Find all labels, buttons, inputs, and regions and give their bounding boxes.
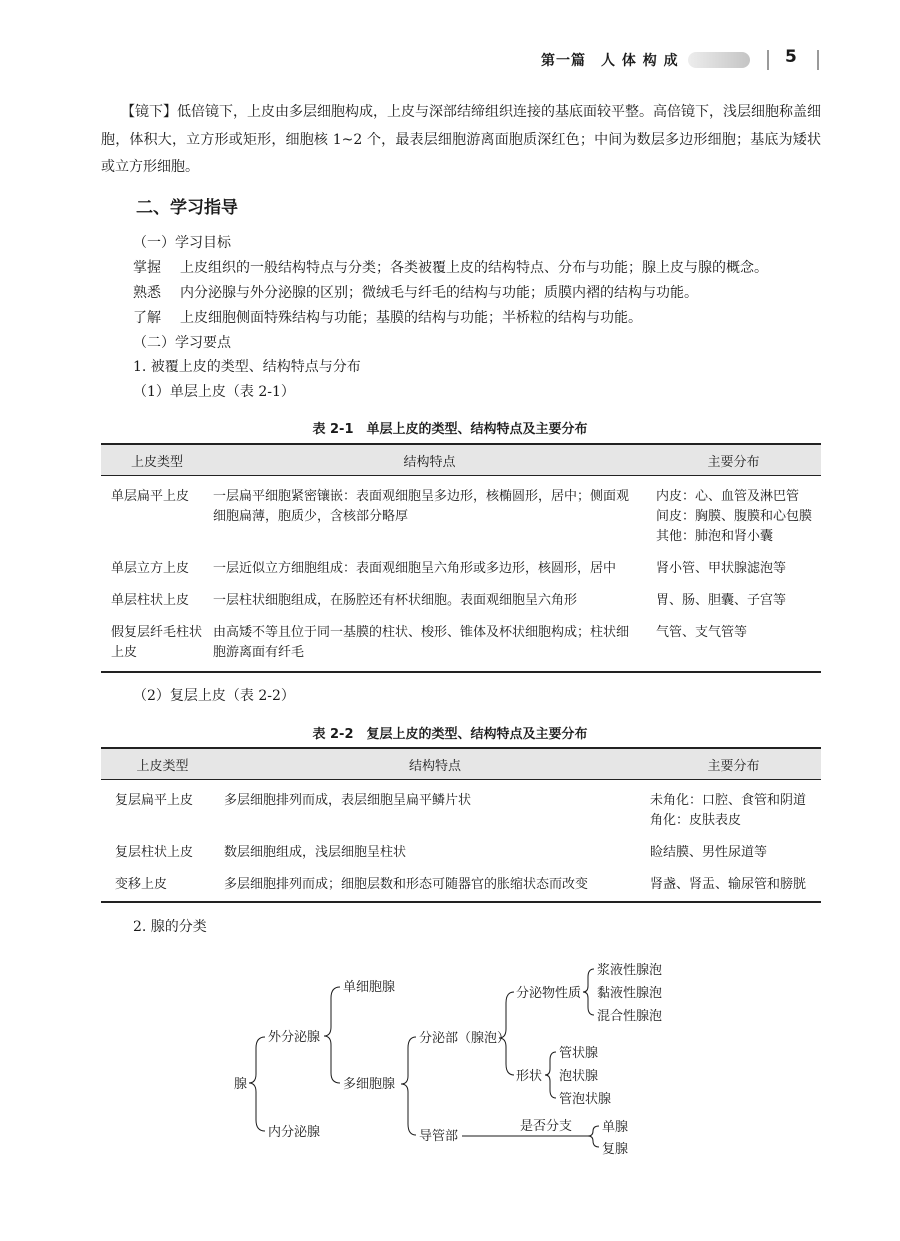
objective-text: 上皮组织的一般结构特点与分类；各类被覆上皮的结构特点、分布与功能；腺上皮与腺的概念。 — [180, 260, 768, 276]
node-serous: 浆液性腺泡 — [597, 963, 663, 978]
distribution-line: 胃、肠、胆囊、子宫等 — [656, 593, 787, 608]
table-row — [101, 476, 821, 548]
node-acinar: 泡状腺 — [559, 1069, 599, 1084]
brace-exocrine — [324, 987, 340, 1083]
objective-text: 上皮细胞侧面特殊结构与功能；基膜的结构与功能；半桥粒的结构与功能。 — [180, 310, 642, 326]
feature-cell: 数层细胞组成，浅层细胞呈柱状 — [224, 845, 407, 860]
distribution-cell — [646, 863, 821, 902]
objective-familiar — [133, 282, 698, 302]
microscopy-paragraph: 【镜下】低倍镜下，上皮由多层细胞构成，上皮与深部结缔组织连接的基底面较平整。高倍镜下，浅层细胞称盖细胞，体积大，立方形或矩形，细胞核 1~2 个，最表层细胞游离面胞质深红色；中间为数层多边形细胞；基底为矮状或立方形细胞。 — [101, 104, 821, 175]
column-header: 结构特点 — [408, 758, 461, 774]
feature-cell: 一层扁平细胞紧密镶嵌：表面观细胞呈多边形，核椭圆形，居中；侧面观细胞扁薄，胞质少，含核部分略厚 — [213, 489, 630, 524]
distribution-line: 气管、支气管等 — [656, 625, 748, 640]
node-mucous: 黏液性腺泡 — [597, 986, 663, 1001]
brace-shape-types — [545, 1052, 556, 1098]
brace-multicellular — [401, 1037, 416, 1135]
page-number: 5 — [785, 47, 797, 67]
subheading-single-layer: （1）单层上皮（表 2-1） — [133, 384, 295, 400]
distribution-line: 肾盏、肾盂、输尿管和膀胱 — [650, 877, 807, 892]
node-tubuloacinar: 管泡状腺 — [559, 1092, 612, 1107]
chapter-title: 第一篇 人 体 构 成 — [541, 53, 679, 69]
node-unicellular: 单细胞腺 — [343, 980, 396, 995]
distribution-line: 间皮：胸膜、腹膜和心包膜 — [656, 509, 813, 524]
point-2: 2. 腺的分类 — [133, 919, 207, 935]
column-header: 上皮类型 — [130, 454, 183, 470]
distribution-cell — [646, 611, 821, 672]
brace-gland — [249, 1037, 265, 1131]
table-row — [101, 611, 821, 672]
page-header — [0, 46, 900, 76]
table2 — [101, 747, 821, 903]
feature-cell: 一层柱状细胞组成，在肠腔还有杯状细胞。表面观细胞呈六角形 — [213, 593, 578, 608]
distribution-line: 肾小管、甲状腺滤泡等 — [656, 561, 787, 576]
keypoints-heading: （二）学习要点 — [133, 335, 231, 351]
distribution-line: 其他：肺泡和肾小囊 — [656, 529, 774, 544]
type-cell: 变移上皮 — [115, 877, 168, 892]
feature-cell: 多层细胞排列而成；细胞层数和形态可随器官的胀缩状态而改变 — [224, 877, 589, 892]
table1 — [101, 443, 821, 673]
node-simple-gland: 单腺 — [602, 1120, 629, 1135]
distribution-line: 睑结膜、男性尿道等 — [650, 845, 768, 860]
table2-caption: 表 2-2 复层上皮的类型、结构特点及主要分布 — [312, 727, 588, 742]
table-row — [101, 863, 821, 902]
objective-term: 了解 — [133, 310, 161, 326]
column-header: 上皮类型 — [136, 758, 189, 774]
distribution-line: 内皮：心、血管及淋巴管 — [656, 489, 800, 504]
distribution-cell — [646, 476, 821, 548]
objectives-heading: （一）学习目标 — [133, 235, 231, 251]
node-by-secretion: 分泌物性质 — [516, 986, 582, 1001]
feature-cell: 一层近似立方细胞组成：表面观细胞呈六角形或多边形，核圆形，居中 — [213, 561, 617, 576]
node-exocrine: 外分泌腺 — [268, 1030, 321, 1045]
node-duct-portion: 导管部 — [419, 1129, 459, 1144]
feature-cell: 由高矮不等且位于同一基膜的柱状、梭形、锥体及杯状细胞构成；柱状细胞游离面有纤毛 — [213, 625, 630, 660]
type-cell: 单层柱状上皮 — [111, 593, 190, 608]
table1-caption: 表 2-1 单层上皮的类型、结构特点及主要分布 — [312, 422, 588, 437]
distribution-cell — [646, 831, 821, 863]
table-row — [101, 780, 821, 832]
node-secretory-portion: 分泌部（腺泡） — [419, 1031, 511, 1046]
node-gland: 腺 — [234, 1077, 248, 1092]
brace-secretion-types — [583, 969, 594, 1015]
subheading-stratified: （2）复层上皮（表 2-2） — [133, 688, 295, 704]
table-header-row — [101, 444, 821, 476]
node-multicellular: 多细胞腺 — [343, 1077, 396, 1092]
gland-classification-diagram — [0, 950, 900, 1180]
type-cell: 复层扁平上皮 — [115, 793, 194, 808]
column-header: 主要分布 — [707, 454, 760, 470]
header-separator — [817, 50, 819, 70]
node-compound-gland: 复腺 — [602, 1142, 629, 1157]
feature-cell: 多层细胞排列而成，表层细胞呈扁平鳞片状 — [224, 793, 472, 808]
column-header: 结构特点 — [403, 454, 456, 470]
header-decoration-bar — [688, 52, 750, 68]
objective-term: 熟悉 — [133, 285, 161, 301]
node-by-shape: 形状 — [516, 1069, 543, 1084]
objective-master — [133, 257, 768, 277]
column-header: 主要分布 — [707, 758, 760, 774]
node-tubular: 管状腺 — [559, 1046, 599, 1061]
table-row — [101, 579, 821, 611]
type-cell: 单层立方上皮 — [111, 561, 190, 576]
objective-understand — [133, 307, 642, 327]
table-header-row — [101, 748, 821, 780]
node-mixed: 混合性腺泡 — [597, 1009, 663, 1024]
objective-term: 掌握 — [133, 260, 161, 276]
objective-text: 内分泌腺与外分泌腺的区别；微绒毛与纤毛的结构与功能；质膜内褶的结构与功能。 — [180, 285, 698, 301]
node-endocrine: 内分泌腺 — [268, 1125, 321, 1140]
type-cell: 假复层纤毛柱状上皮 — [111, 625, 203, 660]
label-branching: 是否分支 — [520, 1119, 573, 1134]
point-1: 1. 被覆上皮的类型、结构特点与分布 — [133, 359, 361, 375]
type-cell: 复层柱状上皮 — [115, 845, 194, 860]
section-title: 二、学习指导 — [136, 198, 238, 218]
table-row — [101, 547, 821, 579]
header-separator — [767, 50, 769, 70]
distribution-cell — [646, 579, 821, 611]
distribution-cell — [646, 780, 821, 832]
type-cell: 单层扁平上皮 — [111, 489, 190, 504]
brace-branching — [588, 1126, 599, 1147]
distribution-cell — [646, 547, 821, 579]
distribution-line: 未角化：口腔、食管和阴道 — [650, 793, 807, 808]
distribution-line: 角化：皮肤表皮 — [650, 813, 742, 828]
table-row — [101, 831, 821, 863]
